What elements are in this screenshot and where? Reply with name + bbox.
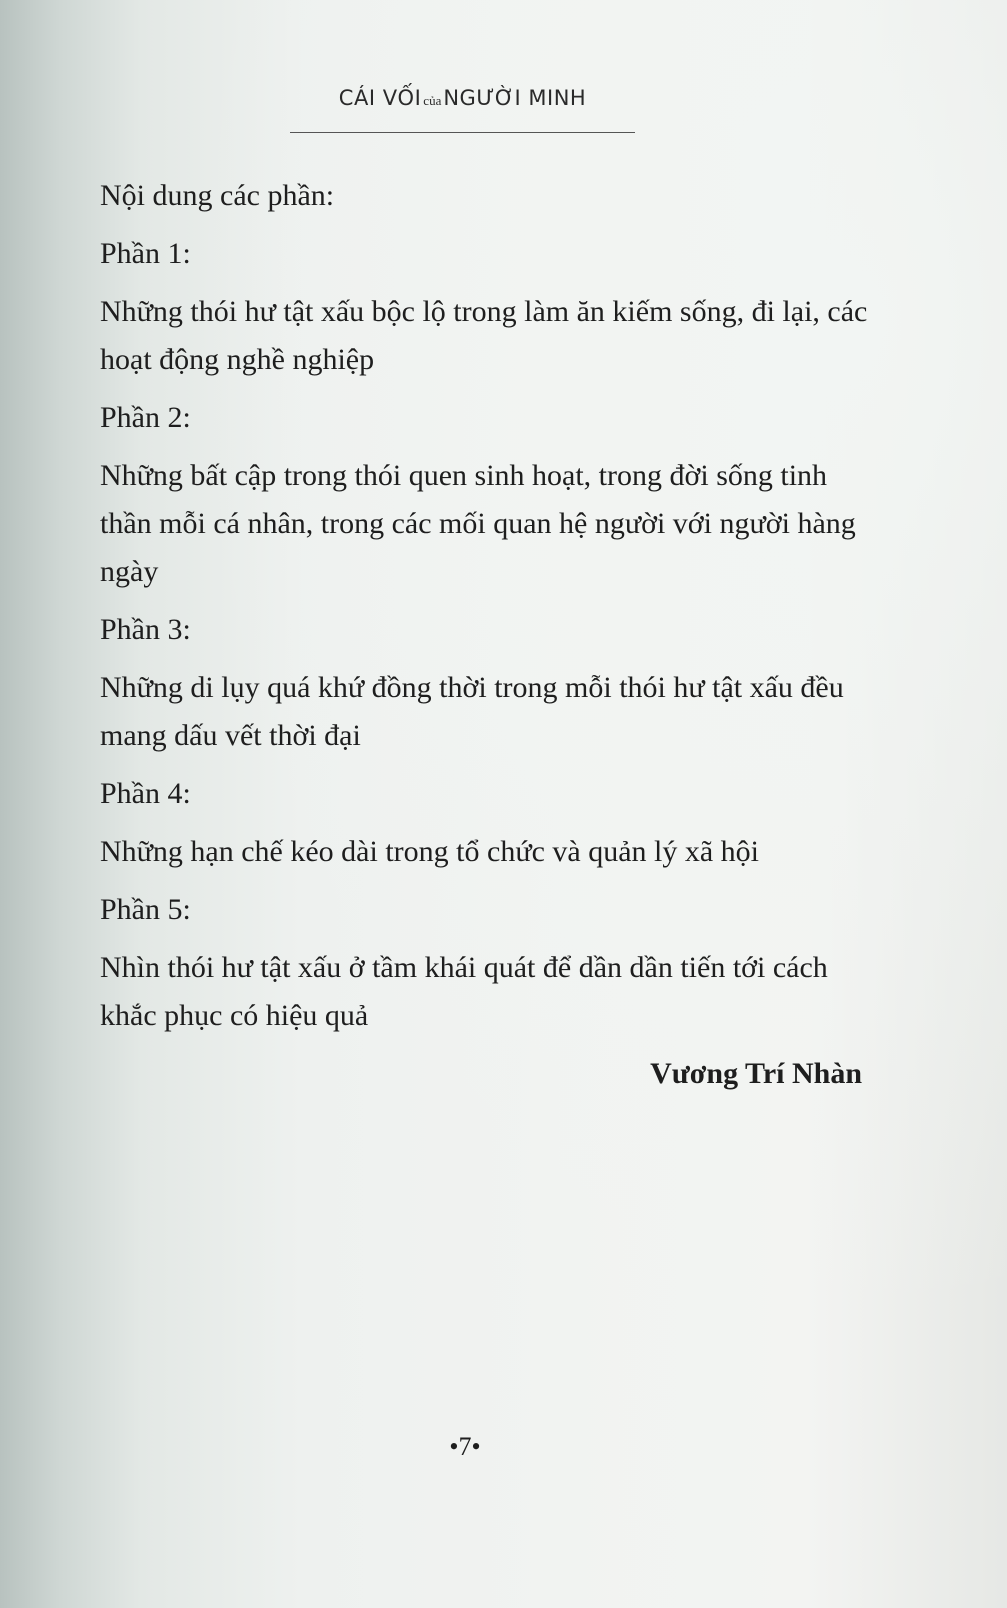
part-label: Phần 3: [100,613,191,646]
page-number: •7• [449,1432,481,1461]
intro-line: Nội dung các phần: [100,179,335,212]
part-text: Những di lụy quá khứ đồng thời trong mỗi thói hư tật xấu đều mang dấu vết thời đại [100,671,844,752]
header-title-left: CÁI VỐI [338,86,422,110]
author-name: Vương Trí Nhàn [650,1057,862,1090]
part-text: Những thói hư tật xấu bộc lộ trong làm ăn kiếm sống, đi lại, các hoạt động nghề nghiệp [100,295,868,376]
part-label: Phần 4: [100,777,191,810]
part-text: Những bất cập trong thói quen sinh hoạt, trong đời sống tinh thần mỗi cá nhân, trong các mối quan hệ người với người hàng ngày [100,459,856,588]
running-header [290,86,635,110]
header-title-right: NGƯỜI MINH [443,86,587,110]
part-label: Phần 2: [100,401,191,434]
header-rule [290,132,635,133]
part-label: Phần 5: [100,893,191,926]
part-label: Phần 1: [100,237,191,270]
part-text: Nhìn thói hư tật xấu ở tầm khái quát để dần dần tiến tới cách khắc phục có hiệu quả [100,951,828,1032]
page-content [100,172,870,1050]
header-title-small: của [423,93,442,108]
part-text: Những hạn chế kéo dài trong tổ chức và quản lý xã hội [100,835,760,868]
